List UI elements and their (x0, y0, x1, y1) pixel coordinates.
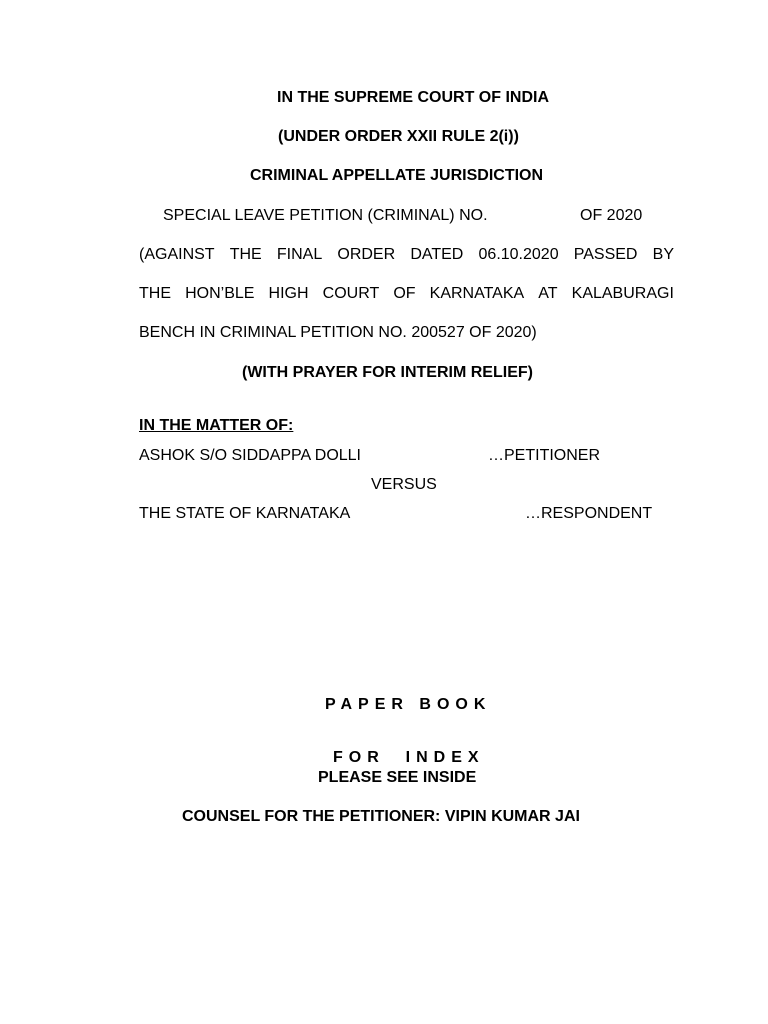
word: PASSED (573, 246, 638, 263)
word: FINAL (276, 246, 323, 263)
court-heading: IN THE SUPREME COURT OF INDIA (277, 89, 550, 106)
against-order-line-3: BENCH IN CRIMINAL PETITION NO. 200527 OF 2020) (139, 324, 537, 341)
versus-label: VERSUS (371, 476, 437, 493)
word: (AGAINST (139, 246, 215, 263)
word: 06.10.2020 (478, 246, 559, 263)
paper-book-title: PAPER BOOK (325, 696, 492, 713)
word: BY (652, 246, 674, 263)
petitioner-name: ASHOK S/O SIDDAPPA DOLLI (139, 447, 361, 464)
word: HON’BLE (185, 285, 255, 302)
matter-title: IN THE MATTER OF: (139, 417, 294, 434)
order-heading: (UNDER ORDER XXII RULE 2(i)) (278, 128, 519, 145)
against-order-line-2 (139, 284, 674, 304)
word: AT (538, 285, 558, 302)
against-order-line-1 (139, 245, 674, 265)
word: COURT (322, 285, 380, 302)
word: HIGH (268, 285, 309, 302)
respondent-name: THE STATE OF KARNATAKA (139, 505, 351, 522)
prayer-heading: (WITH PRAYER FOR INTERIM RELIEF) (242, 364, 533, 381)
jurisdiction-heading: CRIMINAL APPELLATE JURISDICTION (250, 167, 544, 184)
word: THE (139, 285, 171, 302)
word: KALABURAGI (571, 285, 674, 302)
word: ORDER (337, 246, 396, 263)
respondent-role: …RESPONDENT (525, 505, 653, 522)
for-index-label: FOR INDEX (333, 749, 485, 766)
word: KARNATAKA (429, 285, 525, 302)
petitioner-role: …PETITIONER (488, 447, 601, 464)
word: DATED (410, 246, 464, 263)
counsel-line: COUNSEL FOR THE PETITIONER: VIPIN KUMAR JAI (182, 808, 580, 825)
word: OF (393, 285, 416, 302)
slp-label: SPECIAL LEAVE PETITION (CRIMINAL) NO. (163, 207, 488, 224)
slp-year: OF 2020 (580, 207, 643, 224)
word: THE (229, 246, 262, 263)
see-inside-label: PLEASE SEE INSIDE (318, 769, 477, 786)
